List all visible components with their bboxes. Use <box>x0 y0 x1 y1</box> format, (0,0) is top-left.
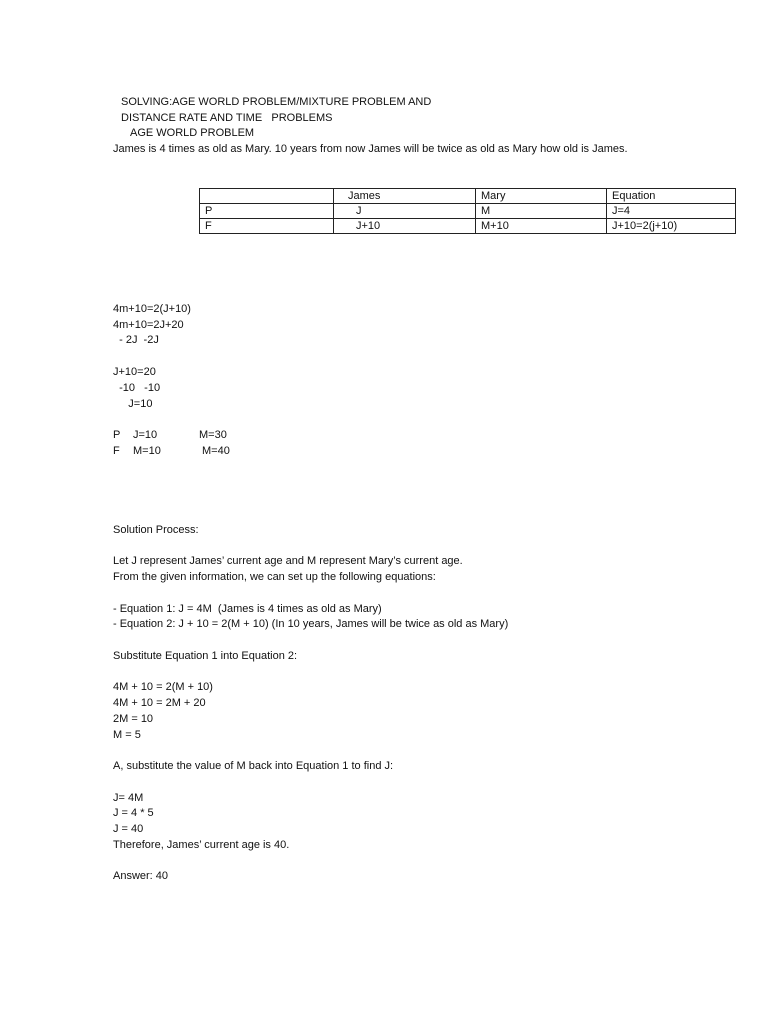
age-table <box>199 188 736 234</box>
table-header-row <box>200 189 736 204</box>
table-cell: J+10=2(j+10) <box>607 219 736 234</box>
answer: Answer: 40 <box>113 870 169 882</box>
solution-step: M = 5 <box>113 729 141 741</box>
table-cell: M+10 <box>476 219 607 234</box>
problem-statement: James is 4 times as old as Mary. 10 years from now James will be twice as old as Mary how old is James. <box>113 143 628 155</box>
solution-text: From the given information, we can set up the following equations: <box>113 571 436 583</box>
table-row <box>200 219 736 234</box>
solution-text: Substitute Equation 1 into Equation 2: <box>113 650 298 662</box>
heading-line-3: AGE WORLD PROBLEM <box>130 127 255 139</box>
solution-step: 2M = 10 <box>113 713 154 725</box>
equation-1: - Equation 1: J = 4M (James is 4 times as old as Mary) <box>113 603 382 615</box>
work-line: J+10=20 <box>113 366 156 378</box>
heading-line-2: DISTANCE RATE AND TIME PROBLEMS <box>121 112 333 124</box>
table-cell: J <box>334 204 476 219</box>
table-cell: J=4 <box>607 204 736 219</box>
work-line: J=10 <box>113 398 153 410</box>
table-row <box>200 204 736 219</box>
pf-value: J=10 <box>133 429 158 441</box>
solution-step: J= 4M <box>113 792 144 804</box>
pf-value: M=30 <box>199 429 227 441</box>
table-cell: P <box>200 204 334 219</box>
solution-title: Solution Process: <box>113 524 199 536</box>
work-line: 4m+10=2J+20 <box>113 319 184 331</box>
solution-step: J = 4 * 5 <box>113 807 154 819</box>
pf-label: P <box>113 429 121 441</box>
table-cell: F <box>200 219 334 234</box>
solution-conclusion: Therefore, James’ current age is 40. <box>113 839 290 851</box>
equation-2: - Equation 2: J + 10 = 2(M + 10) (In 10 years, James will be twice as old as Mary) <box>113 618 509 630</box>
table-header-cell: Mary <box>476 189 607 204</box>
work-line: -10 -10 <box>113 382 161 394</box>
table-cell: M <box>476 204 607 219</box>
pf-label: F <box>113 445 120 457</box>
table-header-cell <box>200 189 334 204</box>
solution-step: 4M + 10 = 2M + 20 <box>113 697 206 709</box>
pf-value: M=10 <box>133 445 161 457</box>
work-line: - 2J -2J <box>113 334 159 346</box>
table-header-cell: Equation <box>607 189 736 204</box>
heading-line-1: SOLVING:AGE WORLD PROBLEM/MIXTURE PROBLEM AND <box>121 96 432 108</box>
solution-step: 4M + 10 = 2(M + 10) <box>113 681 213 693</box>
pf-value: M=40 <box>202 445 230 457</box>
solution-text: Let J represent James’ current age and M represent Mary’s current age. <box>113 555 463 567</box>
solution-step: J = 40 <box>113 823 144 835</box>
work-line: 4m+10=2(J+10) <box>113 303 191 315</box>
table-header-cell: James <box>334 189 476 204</box>
solution-text: A, substitute the value of M back into Equation 1 to find J: <box>113 760 394 772</box>
table-cell: J+10 <box>334 219 476 234</box>
